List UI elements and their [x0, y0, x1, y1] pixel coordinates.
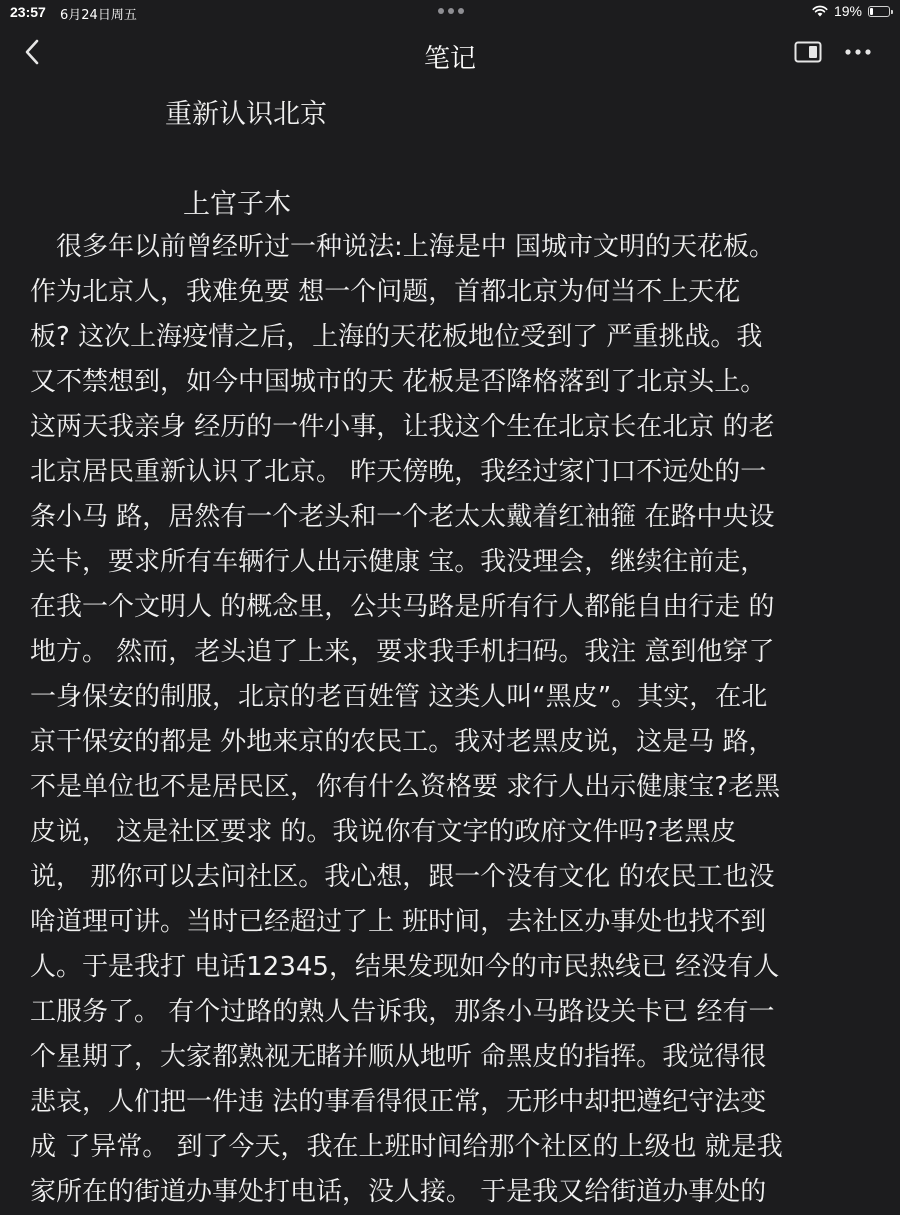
note-line: 工服务了。 有个过路的熟人告诉我，那条小马路设关卡已 经有一 [30, 997, 775, 1027]
status-time: 23:57 [10, 4, 46, 20]
battery-percent: 19% [833, 3, 862, 19]
more-horizontal-icon [844, 48, 872, 56]
note-line: 不是单位也不是居民区，你有什么资格要 求行人出示健康宝?老黑 [30, 772, 781, 802]
note-line: 个星期了，大家都熟视无睹并顺从地听 命黑皮的指挥。我觉得很 [30, 1042, 767, 1072]
note-line: 作为北京人，我难免要 想一个问题，首都北京为何当不上天花 [30, 277, 741, 307]
note-line: 皮说， 这是社区要求 的。我说你有文字的政府文件吗?老黑皮 [30, 817, 737, 847]
note-line: 很多年以前曾经听过一种说法:上海是中 国城市文明的天花板。 [30, 232, 776, 262]
more-button[interactable] [840, 38, 876, 66]
note-line: 北京居民重新认识了北京。 昨天傍晚，我经过家门口不远处的一 [30, 457, 767, 487]
note-line: 关卡，要求所有车辆行人出示健康 宝。我没理会，继续往前走， [30, 547, 767, 577]
note-author: 上官子木 [183, 189, 291, 220]
note-line: 地方。 然而，老头追了上来，要求我手机扫码。我注 意到他穿了 [30, 637, 775, 667]
note-line: 成 了异常。 到了今天，我在上班时间给那个社区的上级也 就是我 [30, 1132, 783, 1162]
note-line: 京干保安的都是 外地来京的农民工。我对老黑皮说，这是马 路， [30, 727, 775, 757]
note-line: 板? 这次上海疫情之后，上海的天花板地位受到了 严重挑战。我 [30, 322, 763, 352]
note-line: 啥道理可讲。当时已经超过了上 班时间，去社区办事处也找不到 [30, 907, 767, 937]
note-title: 重新认识北京 [165, 99, 327, 130]
battery-icon [868, 6, 890, 17]
reader-layout-button[interactable] [792, 38, 824, 66]
note-line: 条小马 路，居然有一个老头和一个老太太戴着红袖箍 在路中央设 [30, 502, 775, 532]
nav-title: 笔记 [423, 44, 476, 74]
note-body[interactable] [30, 225, 882, 1215]
note-line: 家所在的街道办事处打电话，没人接。 于是我又给街道办事处的 [30, 1177, 767, 1207]
note-line: 人。于是我打 电话12345，结果发现如今的市民热线已 经没有人 [30, 952, 780, 982]
reader-layout-icon [794, 41, 822, 63]
nav-bar [0, 24, 900, 80]
note-line: 这两天我亲身 经历的一件小事，让我这个生在北京长在北京 的老 [30, 412, 775, 442]
note-line: 悲哀，人们把一件违 法的事看得很正常，无形中却把遵纪守法变 [30, 1087, 767, 1117]
wifi-icon [812, 5, 828, 17]
note-line: 又不禁想到，如今中国城市的天 花板是否降格落到了北京头上。 [30, 367, 767, 397]
multitasking-dots-icon[interactable] [438, 8, 464, 14]
battery-level-fill [870, 8, 873, 15]
note-line: 一身保安的制服，北京的老百姓管 这类人叫“黑皮”。其实，在北 [30, 682, 768, 712]
note-line: 说， 那你可以去问社区。我心想，跟一个没有文化 的农民工也没 [30, 862, 775, 892]
note-line: 在我一个文明人 的概念里，公共马路是所有行人都能自由行走 的 [30, 592, 775, 622]
status-bar [0, 0, 900, 24]
status-indicators [812, 3, 890, 19]
status-date: 6月24日周五 [60, 8, 137, 23]
